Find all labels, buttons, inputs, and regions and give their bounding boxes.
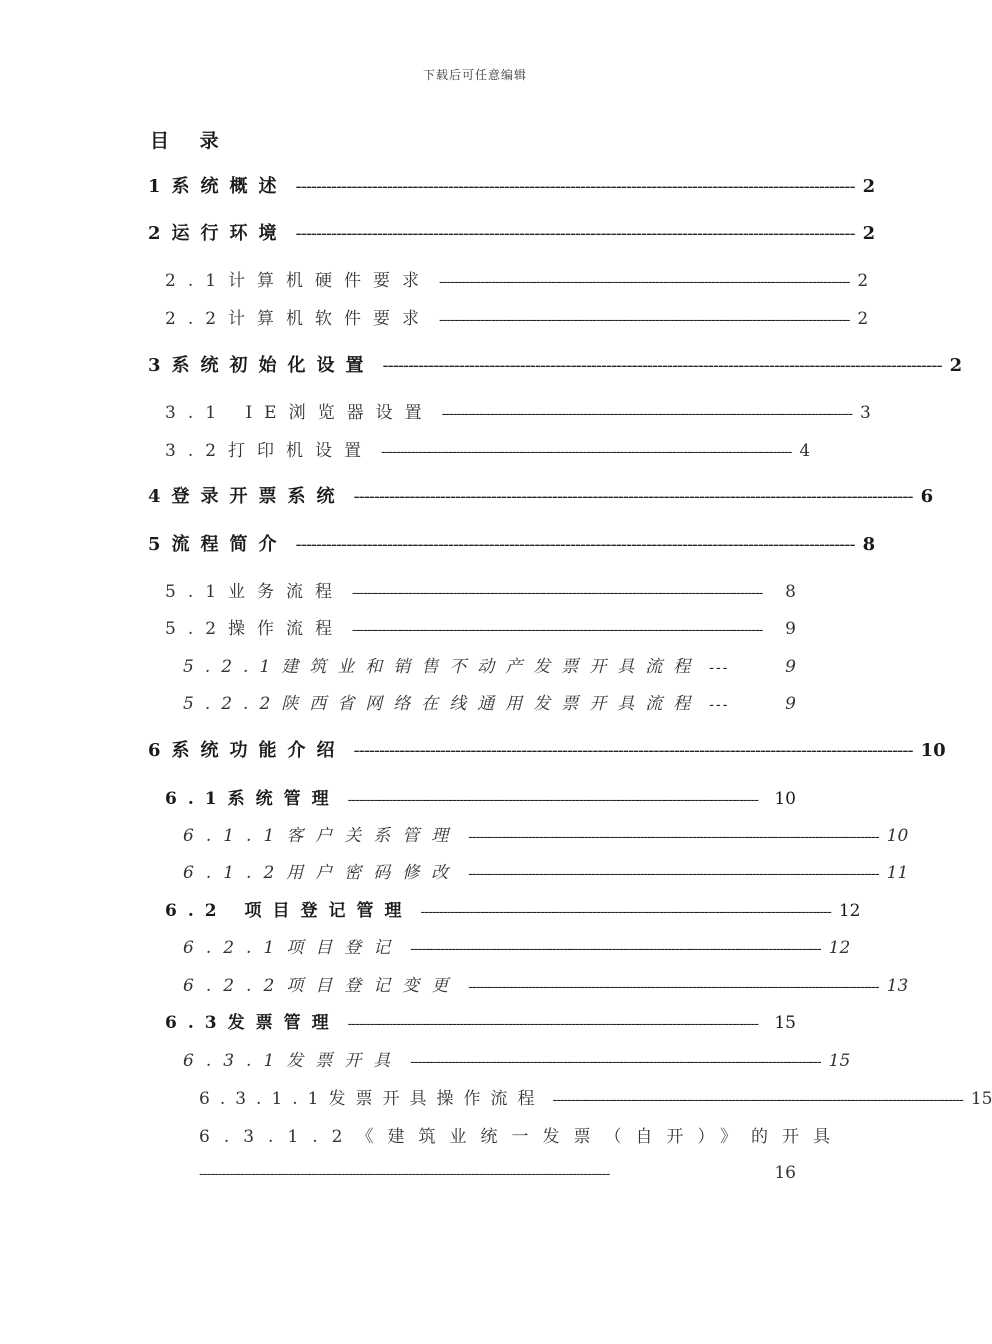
toc-page-number: 15 bbox=[774, 1013, 796, 1033]
toc-leader: -------------------------------------------------------------------------------------------------------------- bbox=[420, 904, 831, 920]
toc-entry-6-3-1-1[interactable] bbox=[199, 1084, 992, 1109]
toc-leader: --- bbox=[709, 697, 730, 713]
toc-entry-2-1[interactable] bbox=[165, 266, 869, 291]
toc-page-number: 13 bbox=[886, 976, 909, 996]
toc-leader: -------------------------------------------------------------------------------------------------------------- bbox=[439, 274, 850, 290]
toc-leader: -------------------------------------------------------------------------------------------------------------- bbox=[295, 176, 855, 197]
toc-entry-label: 6.1.1客户关系管理 bbox=[183, 826, 461, 846]
toc-leader: -------------------------------------------------------------------------------------------------------------- bbox=[352, 622, 763, 638]
toc-entry-6-3-1-2[interactable]: 6.3.1.2《建筑业统一发票（自开）》的开具 bbox=[199, 1127, 844, 1147]
toc-page-number: 4 bbox=[799, 441, 811, 461]
toc-entry-label: 6.1.2用户密码修改 bbox=[183, 863, 461, 883]
toc-entry-5-2[interactable] bbox=[165, 614, 796, 639]
toc-entry-2[interactable] bbox=[148, 219, 876, 245]
toc-entry-label: 5.2.1建筑业和销售不动产发票开具流程 bbox=[183, 657, 702, 677]
toc-entry-4[interactable] bbox=[148, 482, 934, 508]
toc-page-number: 2 bbox=[862, 176, 876, 197]
toc-entry-6-1[interactable] bbox=[165, 784, 796, 809]
toc-entry-label: 4登录开票系统 bbox=[148, 486, 346, 507]
toc-leader: -------------------------------------------------------------------------------------------------------------- bbox=[347, 792, 758, 808]
toc-leader: -------------------------------------------------------------------------------------------------------------- bbox=[439, 312, 850, 328]
toc-entry-3-2[interactable] bbox=[165, 436, 811, 461]
toc-entry-label: 2.2计算机软件要求 bbox=[165, 309, 432, 329]
toc-entry-5-2-2[interactable] bbox=[183, 689, 796, 714]
toc-entry-label: 6.2 项目登记管理 bbox=[165, 901, 413, 921]
toc-page-number: 10 bbox=[774, 789, 796, 809]
toc-page-number: 2 bbox=[857, 271, 869, 291]
toc-page-number: 9 bbox=[785, 657, 796, 677]
toc-entry-6[interactable] bbox=[148, 736, 946, 762]
toc-page-number: 12 bbox=[828, 938, 851, 958]
toc-page-number: 6 bbox=[920, 486, 934, 507]
toc-entry-label: 6.2.1项目登记 bbox=[183, 938, 403, 958]
toc-entry-label: 2运行环境 bbox=[148, 223, 288, 244]
toc-leader: --- bbox=[709, 660, 730, 676]
toc-entry-label: 3.2打印机设置 bbox=[165, 441, 374, 461]
toc-page-number: 3 bbox=[859, 403, 871, 423]
toc-entry-label: 3.1 IE浏览器设置 bbox=[165, 403, 434, 423]
toc-leader: -------------------------------------------------------------------------------------------------------------- bbox=[352, 585, 763, 601]
toc-entry-label: 5流程简介 bbox=[148, 534, 288, 555]
toc-entry-6-3[interactable] bbox=[165, 1008, 796, 1033]
toc-entry-3[interactable] bbox=[148, 351, 963, 377]
toc-entry-3-1[interactable] bbox=[165, 398, 871, 423]
toc-leader: -------------------------------------------------------------------------------------------------------------- bbox=[552, 1092, 963, 1108]
toc-entry-label: 6.2.2项目登记变更 bbox=[183, 976, 461, 996]
toc-entry-6-3-1[interactable] bbox=[183, 1046, 851, 1071]
toc-page-number: 9 bbox=[785, 694, 796, 714]
toc-entry-6-2-1[interactable] bbox=[183, 933, 851, 958]
toc-entry-label: 5.2操作流程 bbox=[165, 619, 345, 639]
toc-leader: -------------------------------------------------------------------------------------------------------------- bbox=[468, 829, 879, 845]
toc-entry-1[interactable] bbox=[148, 172, 876, 198]
toc-page-number: 2 bbox=[862, 223, 876, 244]
toc-page-number: 10 bbox=[886, 826, 909, 846]
toc-leader: -------------------------------------------------------------------------------------------------------------- bbox=[295, 223, 855, 244]
toc-leader: -------------------------------------------------------------------------------------------------------------- bbox=[295, 534, 855, 555]
toc-entry-6-2[interactable] bbox=[165, 896, 861, 921]
toc-page-number: 12 bbox=[838, 901, 861, 921]
page-header: 下载后可任意编辑 bbox=[422, 68, 527, 82]
toc-leader: -------------------------------------------------------------------------------------------------------------- bbox=[382, 355, 942, 376]
toc-title: 目 录 bbox=[150, 130, 231, 152]
toc-entry-6-3-1-2-continuation[interactable] bbox=[199, 1163, 796, 1183]
toc-page-number: 11 bbox=[886, 863, 909, 883]
toc-entry-label: 6.3.1.1发票开具操作流程 bbox=[199, 1089, 545, 1109]
toc-entry-label: 6.1系统管理 bbox=[165, 789, 340, 809]
toc-leader: -------------------------------------------------------------------------------------------------------------- bbox=[441, 406, 852, 422]
toc-entry-label: 2.1计算机硬件要求 bbox=[165, 271, 432, 291]
toc-leader: -------------------------------------------------------------------------------------------------------------- bbox=[381, 444, 792, 460]
toc-entry-2-2[interactable] bbox=[165, 304, 869, 329]
toc-entry-label: 1系统概述 bbox=[148, 176, 288, 197]
toc-entry-label: 6.3.1发票开具 bbox=[183, 1051, 403, 1071]
toc-page-number: 15 bbox=[828, 1051, 851, 1071]
toc-entry-label: 5.2.2陕西省网络在线通用发票开具流程 bbox=[183, 694, 702, 714]
toc-page-number: 2 bbox=[949, 355, 963, 376]
toc-leader: -------------------------------------------------------------------------------------------------------------- bbox=[468, 866, 879, 882]
toc-page-number: 2 bbox=[857, 309, 869, 329]
toc-entry-5[interactable] bbox=[148, 530, 876, 556]
toc-leader: -------------------------------------------------------------------------------------------------------------- bbox=[347, 1016, 758, 1032]
toc-leader: -------------------------------------------------------------------------------------------------------------- bbox=[353, 740, 913, 761]
toc-leader: -------------------------------------------------------------------------------------------------------------- bbox=[410, 1054, 821, 1070]
toc-leader: -------------------------------------------------------------------------------------------------------------- bbox=[199, 1166, 610, 1182]
toc-entry-label: 3系统初始化设置 bbox=[148, 355, 375, 376]
toc-leader: -------------------------------------------------------------------------------------------------------------- bbox=[353, 486, 913, 507]
toc-page-number: 16 bbox=[774, 1163, 796, 1183]
toc-entry-6-2-2[interactable] bbox=[183, 971, 909, 996]
toc-page-number: 15 bbox=[970, 1089, 992, 1109]
toc-entry-5-2-1[interactable] bbox=[183, 652, 796, 677]
toc-page-number: 8 bbox=[862, 534, 876, 555]
toc-entry-label: 6.3发票管理 bbox=[165, 1013, 340, 1033]
toc-entry-label: 5.1业务流程 bbox=[165, 582, 345, 602]
toc-leader: -------------------------------------------------------------------------------------------------------------- bbox=[468, 979, 879, 995]
toc-page-number: 9 bbox=[785, 619, 796, 639]
toc-page-number: 10 bbox=[920, 740, 946, 761]
toc-entry-label: 6系统功能介绍 bbox=[148, 740, 346, 761]
toc-entry-5-1[interactable] bbox=[165, 577, 796, 602]
toc-entry-6-1-1[interactable] bbox=[183, 821, 909, 846]
toc-page-number: 8 bbox=[785, 582, 796, 602]
toc-entry-6-1-2[interactable] bbox=[183, 858, 909, 883]
toc-leader: -------------------------------------------------------------------------------------------------------------- bbox=[410, 941, 821, 957]
